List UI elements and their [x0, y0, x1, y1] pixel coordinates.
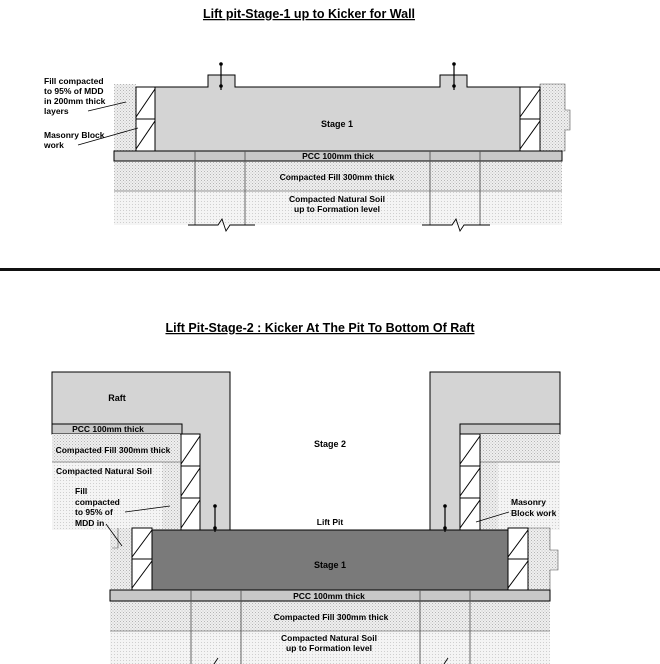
stage1-soil-label-line2: up to Formation level	[294, 204, 380, 214]
svg-text:work: work	[44, 140, 64, 150]
stage2-raft-label: Raft	[108, 393, 126, 403]
stage2-lower-left-fill	[110, 528, 132, 590]
svg-text:Block work: Block work	[511, 508, 557, 518]
stage2-pcc-label: PCC 100mm thick	[293, 591, 365, 601]
stage2-pcc-left-label: PCC 100mm thick	[72, 424, 144, 434]
stage1-raft-concrete	[155, 75, 520, 151]
stage2-stage2-label: Stage 2	[313, 439, 347, 449]
stage2-lower-right-masonry	[508, 528, 528, 590]
svg-text:Masonry: Masonry	[511, 497, 546, 507]
svg-text:in 200mm thick: in 200mm thick	[44, 96, 106, 106]
stage1-fill-note	[44, 76, 126, 116]
svg-text:Fill compacted: Fill compacted	[44, 76, 104, 86]
stage2-fill-label: Compacted Fill 300mm thick	[273, 612, 389, 622]
stage2-left-masonry	[181, 434, 200, 530]
stage1-left-masonry	[136, 87, 155, 151]
svg-text:layers: layers	[44, 106, 69, 116]
stage2-fill-left-label: Compacted Fill 300mm thick	[55, 445, 171, 455]
stage2-title: Lift Pit-Stage-2 : Kicker At The Pit To Bottom Of Raft	[165, 321, 475, 335]
stage1-right-side-fill	[540, 84, 570, 151]
stage1-section	[43, 62, 570, 231]
stage2-lower-left-masonry	[132, 528, 152, 590]
stage1-fill-label: Compacted Fill 300mm thick	[279, 172, 395, 182]
stage2-right-masonry	[460, 434, 480, 530]
stage2-section	[52, 372, 560, 664]
stage1-title: Lift pit-Stage-1 up to Kicker for Wall	[202, 7, 416, 21]
stage1-starter-bars	[219, 62, 456, 90]
stage2-lower-right-fill	[528, 528, 558, 590]
svg-text:to 95% of MDD: to 95% of MDD	[44, 86, 104, 96]
stage2-compacted-fill-right	[480, 434, 560, 462]
stage2-soil-label-line1: Compacted Natural Soil	[281, 633, 377, 643]
stage1-soil-label-line1: Compacted Natural Soil	[289, 194, 385, 204]
stage1-pcc-label: PCC 100mm thick	[302, 151, 374, 161]
svg-text:to 95% of: to 95% of	[75, 507, 113, 517]
svg-text:Masonry Block: Masonry Block	[44, 130, 105, 140]
stage1-left-side-fill	[114, 84, 136, 151]
section-divider	[0, 268, 660, 271]
stage2-soil-left-label: Compacted Natural Soil	[56, 466, 152, 476]
stage1-right-masonry	[520, 87, 540, 151]
svg-text:compacted: compacted	[75, 497, 120, 507]
stage1-stage-label: Stage 1	[320, 119, 354, 129]
svg-text:MDD in: MDD in	[75, 518, 105, 528]
stage2-soil-label-line2: up to Formation level	[286, 643, 372, 653]
stage2-pcc-right	[460, 424, 560, 434]
stage2-lift-pit-label: Lift Pit	[316, 517, 344, 527]
svg-text:Fill: Fill	[75, 486, 88, 496]
stage2-stage1-label: Stage 1	[313, 560, 347, 570]
